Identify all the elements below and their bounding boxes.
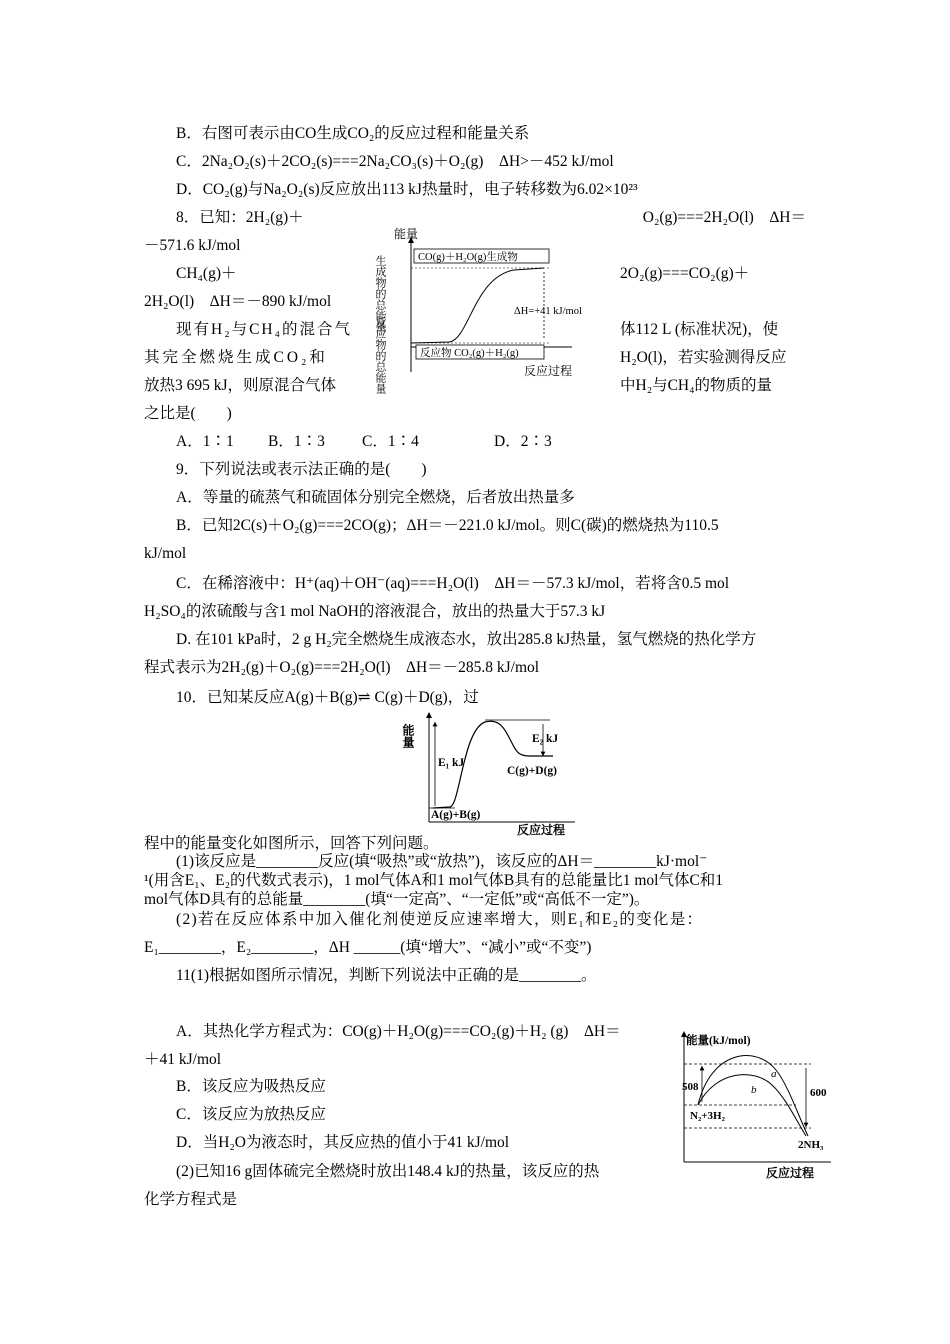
q11-reactant-label: N₂+3H₂ [690, 1110, 725, 1122]
q10-part2-line2: E₁________，E₂________，ΔH ______(填“增大”、“减小”或“不变”) [144, 939, 592, 956]
q10-e1-label: E₁ kJ [438, 757, 465, 769]
q8-dh-label: ΔH=+41 kJ/mol [514, 306, 582, 317]
q10-part2-line1: (2)若在反应体系中加入催化剂使逆反应速率增大，则E₁和E₂的变化是： [176, 911, 704, 928]
q8-product-side-label: 生成物的总能量 [374, 255, 386, 332]
q9-option-b: B．已知2C(s)＋O₂(g)===2CO(g)；ΔH＝－221.0 kJ/mol。则C(碳)的燃烧热为110.5 [176, 517, 719, 534]
q11-option-a: A．其热化学方程式为：CO(g)＋H₂O(g)===CO₂(g)＋H₂ (g) ΔH＝ [176, 1023, 621, 1040]
q8-line3-left: CH₄(g)＋ [176, 265, 237, 282]
q8-energy-diagram [374, 222, 614, 394]
q10-stem-cont: 程中的能量变化如图所示，回答下列问题。 [144, 835, 439, 852]
q11-option-c: C．该反应为放热反应 [176, 1106, 326, 1123]
q10-part1-line2: ¹(用含E₁、E₂的代数式表示)，1 mol气体A和1 mol气体B具有的总能量比1 mol气体C和1 [144, 872, 724, 889]
q11-label-508: 508 [682, 1081, 699, 1093]
q9-stem: 9．下列说法或表示法正确的是( ) [176, 461, 427, 478]
q11-x-axis-label: 反应过程 [766, 1166, 815, 1180]
q11-product-label: 2NH₃ [798, 1139, 824, 1151]
q8-line7-left: 放热3 695 kJ，则原混合气体 [144, 377, 337, 394]
q10-part1-line1: (1)该反应是________反应(填“吸热”或“放热”)，该反应的ΔH＝________kJ·mol⁻ [176, 853, 708, 870]
q8-line5-right: 体112 L (标准状况)，使 [620, 321, 779, 338]
q10-e2-label: E₂ kJ [532, 733, 559, 745]
q11-stem: 11(1)根据如图所示情况，判断下列说法中正确的是________。 [176, 967, 597, 984]
q7-option-b: B．右图可表示由CO生成CO₂的反应过程和能量关系 [176, 125, 530, 142]
q9-option-d-cont: 程式表示为2H₂(g)＋O₂(g)===2H₂O(l) ΔH＝－285.8 kJ/mol [144, 659, 540, 676]
q8-line8: 之比是( ) [144, 405, 232, 422]
q10-energy-diagram [401, 710, 580, 838]
q10-reactant-label: A(g)+B(g) [431, 809, 481, 821]
q11-option-d: D．当H₂O为液态时，其反应热的值小于41 kJ/mol [176, 1134, 510, 1151]
q8-reactant-side-label: 反应物的总能量 [374, 317, 386, 394]
q8-line3-right: 2O₂(g)===CO₂(g)＋ [620, 265, 750, 282]
q8-line6-right: H₂O(l)，若实验测得反应 [620, 349, 787, 366]
q9-option-d: D. 在101 kPa时，2 g H₂完全燃烧生成液态水，放出285.8 kJ热量，氢气燃烧的热化学方 [176, 631, 757, 648]
q8-line6-left: 其完全燃烧生成CO₂和 [144, 349, 328, 366]
q11-part2-line2: 化学方程式是 [144, 1191, 238, 1208]
q10-x-axis-label: 反应过程 [517, 823, 566, 837]
q10-part1-line3: mol气体D具有的总能量________(填“一定高”、“一定低”或“高低不一定”)。 [144, 891, 650, 908]
q8-y-axis-label: 能量 [394, 227, 419, 241]
q11-curve-b-label: b [751, 1084, 757, 1096]
q11-label-600: 600 [810, 1087, 827, 1099]
q7-option-d: D．CO₂(g)与Na₂O₂(s)反应放出113 kJ热量时，电子转移数为6.02×10²³ [176, 181, 638, 198]
q9-option-a: A．等量的硫蒸气和硫固体分别完全燃烧，后者放出热量多 [176, 489, 575, 506]
q8-line1-right: O₂(g)===2H₂O(l) ΔH＝ [642, 209, 806, 226]
q9-option-b-cont: kJ/mol [144, 545, 187, 562]
q8-option-b: B．1∶3 [268, 433, 325, 450]
q9-option-c-cont: H₂SO₄的浓硫酸与含1 mol NaOH的溶液混合，放出的热量大于57.3 kJ [144, 603, 606, 620]
q11-option-a-cont: ＋41 kJ/mol [144, 1051, 222, 1068]
q8-line2: －571.6 kJ/mol [144, 237, 241, 254]
q11-energy-diagram [676, 1030, 838, 1180]
q7-option-c: C．2Na₂O₂(s)＋2CO₂(s)===2Na₂CO₃(s)＋O₂(g) ΔH>－452 kJ/mol [176, 153, 614, 170]
q8-option-a: A．1∶1 [176, 433, 234, 450]
q11-curve-a-label: a [771, 1068, 777, 1080]
q11-y-axis-label: 能量(kJ/mol) [686, 1035, 751, 1047]
q8-product-label: CO(g)＋H₂O(g)生成物 [418, 252, 518, 263]
q8-x-axis-label: 反应过程 [524, 364, 573, 378]
q9-option-c: C．在稀溶液中：H⁺(aq)＋OH⁻(aq)===H₂O(l) ΔH＝－57.3 kJ/mol，若将含0.5 mol [176, 575, 730, 592]
q8-line1-left: 8．已知：2H₂(g)＋ [176, 209, 304, 226]
q8-reactant-label: 反应物 CO₂(g)＋H₂(g) [420, 348, 519, 359]
q11-part2-line1: (2)已知16 g固体硫完全燃烧时放出148.4 kJ的热量，该反应的热 [176, 1163, 600, 1180]
q10-y-axis-label: 能量 [401, 724, 415, 748]
q10-product-label: C(g)+D(g) [507, 765, 557, 777]
q8-option-c: C．1∶4 [362, 433, 419, 450]
q8-line5-left: 现有H₂与CH₄的混合气 [176, 321, 353, 338]
q8-line7-right: 中H₂与CH₄的物质的量 [620, 377, 773, 394]
q8-line4: 2H₂O(l) ΔH＝－890 kJ/mol [144, 293, 332, 310]
q10-stem: 10．已知某反应A(g)＋B(g)⇌ C(g)＋D(g)，过 [176, 689, 479, 706]
q8-option-d: D．2∶3 [494, 433, 552, 450]
q11-option-b: B．该反应为吸热反应 [176, 1078, 326, 1095]
